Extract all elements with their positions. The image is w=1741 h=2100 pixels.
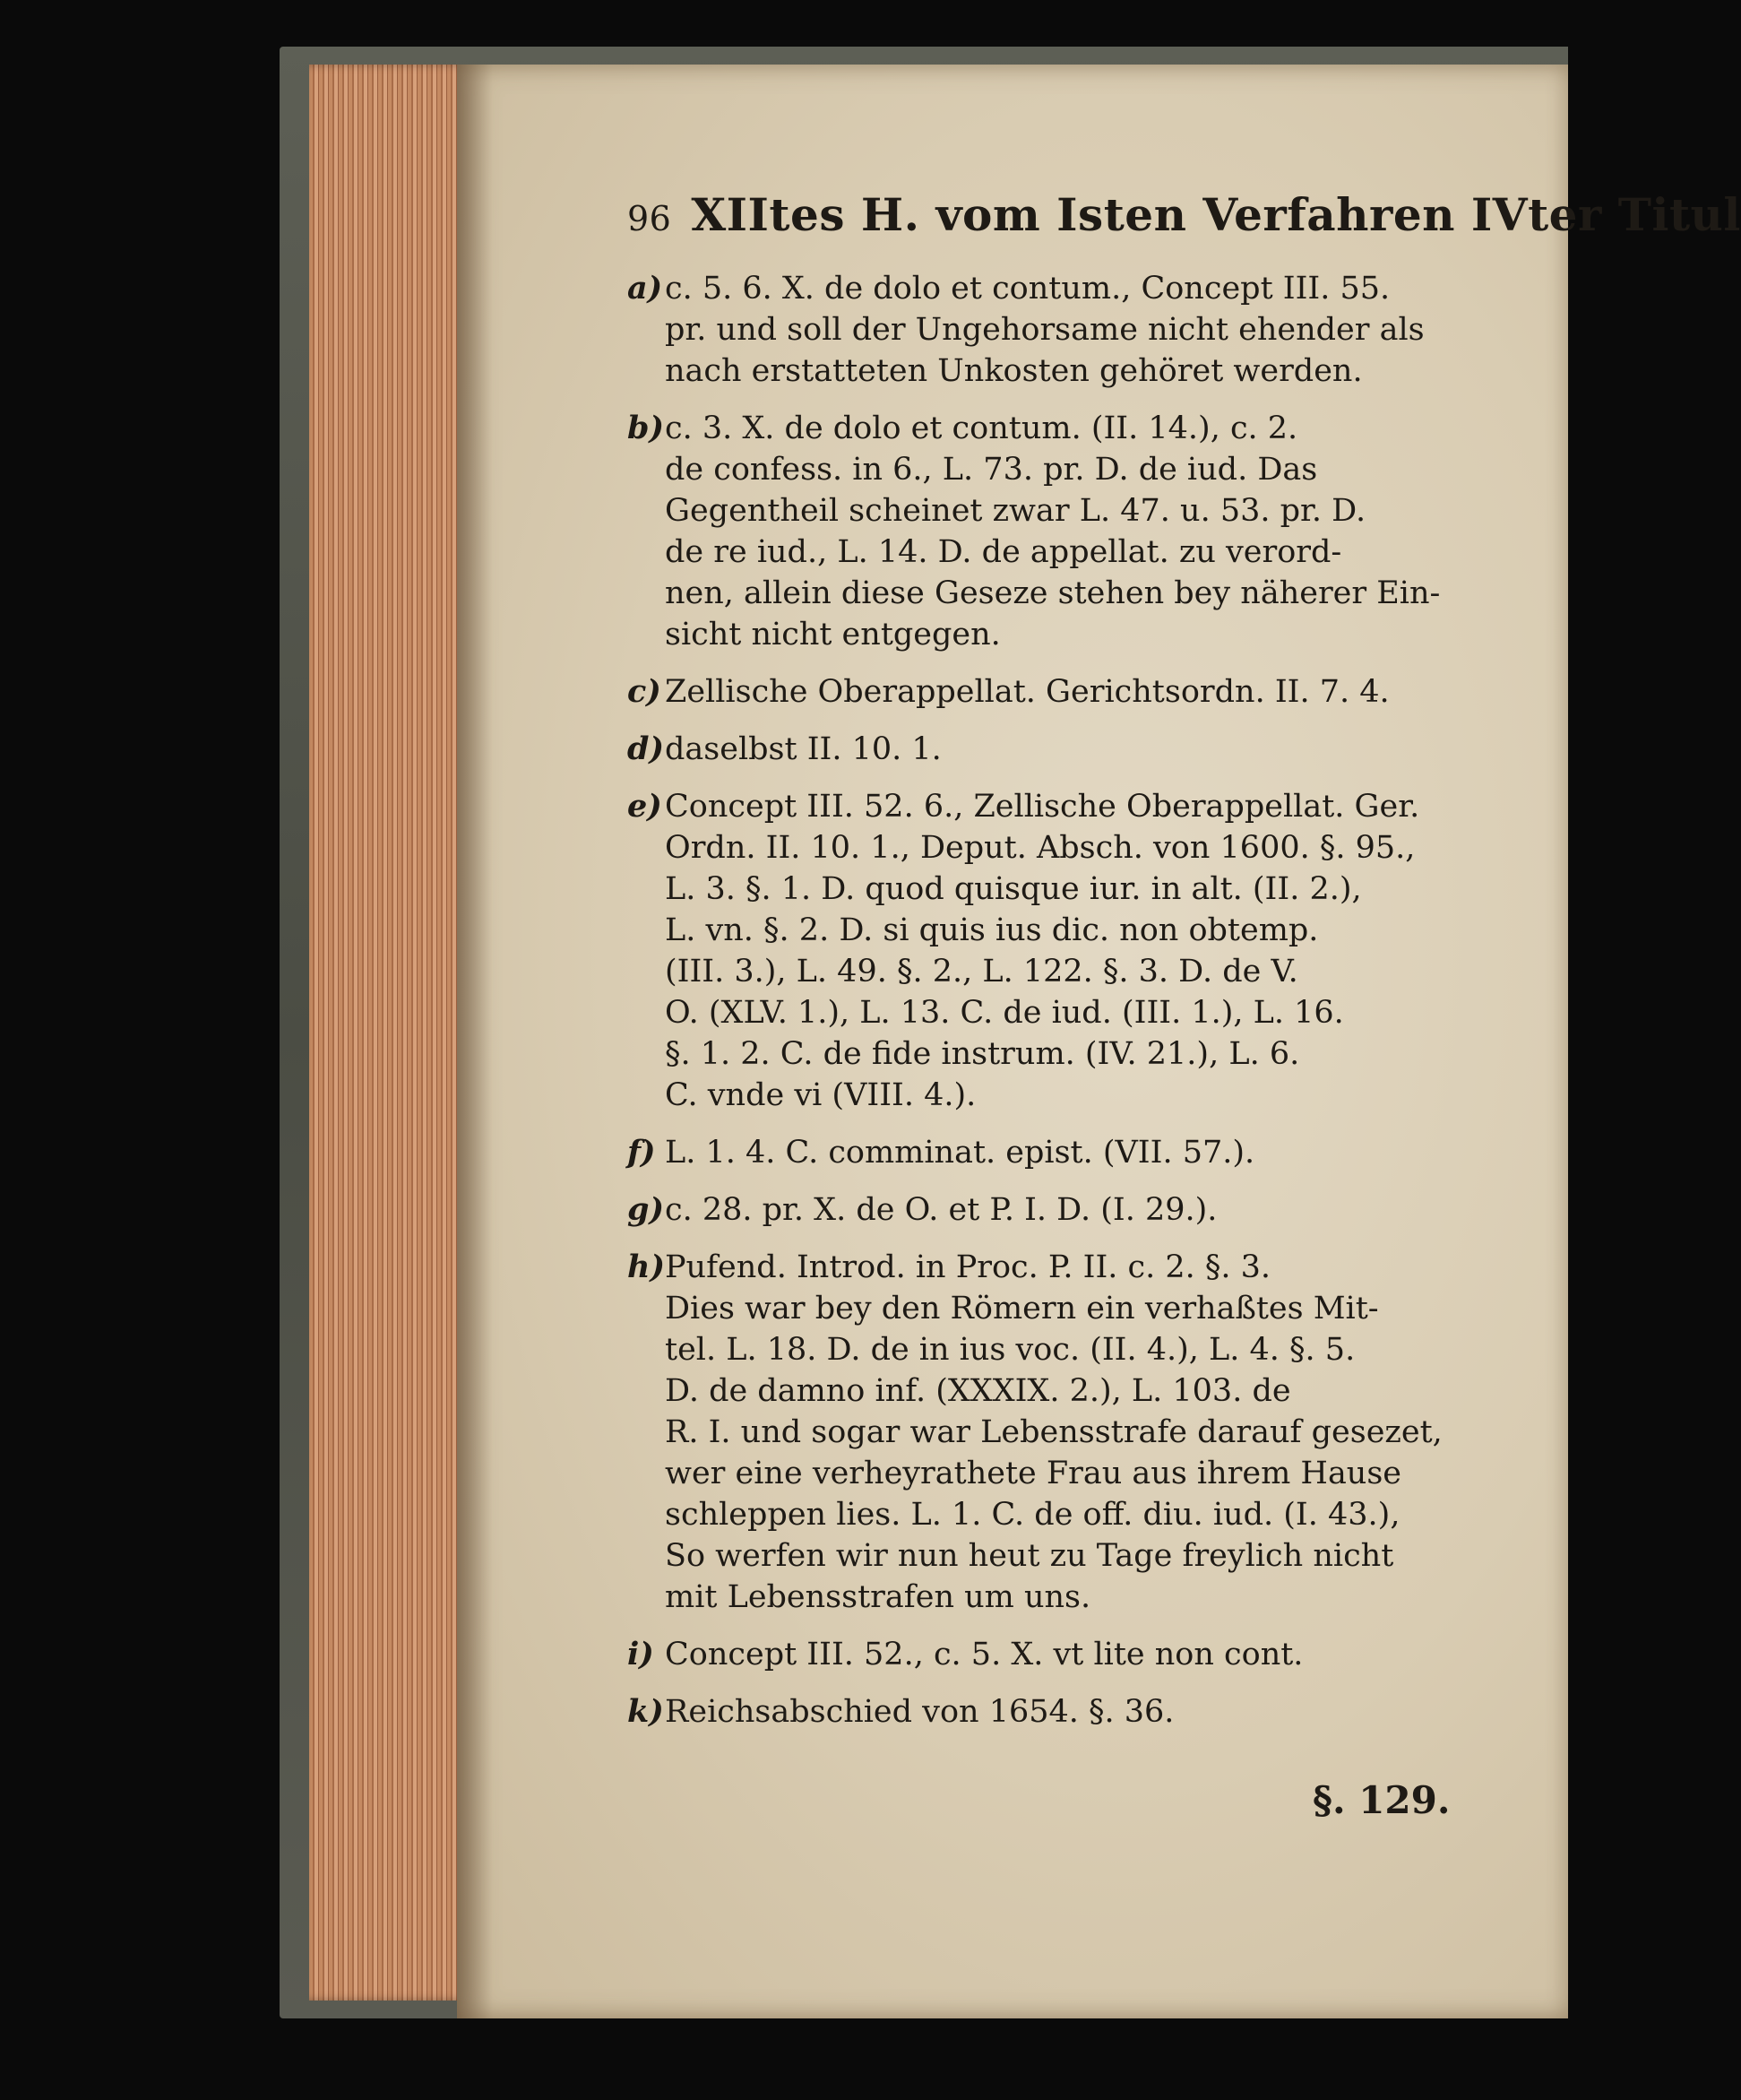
footnote-text (665, 408, 1443, 655)
footnote-mark: b) (627, 410, 665, 446)
footnote-line: L. vn. §. 2. D. si quis ius dic. non obtemp. (665, 912, 1319, 948)
footnote-mark: h) (627, 1249, 666, 1285)
catchword: §. 129. (1313, 1778, 1451, 1822)
footnote-line: de re iud., L. 14. D. de appellat. zu verord- (665, 534, 1342, 570)
footnote-line: nach erstatteten Unkosten gehöret werden. (665, 353, 1363, 389)
footnote-list (627, 268, 1443, 1733)
footnote (627, 1247, 1443, 1618)
footnote-mark: d) (627, 730, 665, 767)
footnote-text (665, 729, 1443, 770)
footnote-line: schleppen lies. L. 1. C. de off. diu. iud. (I. 43.), (665, 1497, 1401, 1533)
footnote-text (665, 786, 1443, 1116)
footnote-line: Concept III. 52. 6., Zellische Oberappellat. Ger. (665, 789, 1420, 825)
page-edges (309, 65, 470, 2001)
footnote-line: O. (XLV. 1.), L. 13. C. de iud. (III. 1.), L. 16. (665, 995, 1344, 1031)
gutter-shadow (457, 65, 493, 2018)
footnote-text (665, 268, 1443, 392)
footnote (627, 1132, 1443, 1173)
footnote-line: pr. und soll der Ungehorsame nicht ehender als (665, 312, 1425, 348)
footnote-mark: k) (627, 1693, 664, 1730)
footnote-line: So werfen wir nun heut zu Tage freylich nicht (665, 1538, 1394, 1574)
footnote-mark: e) (627, 788, 662, 825)
footnote-text (665, 1691, 1443, 1733)
footnote-line: Dies war bey den Römern ein verhaßtes Mit- (665, 1291, 1379, 1327)
footnote-line: mit Lebensstrafen um uns. (665, 1579, 1091, 1615)
footnote (627, 1634, 1443, 1675)
footnote-text (665, 1189, 1443, 1231)
running-head: XIItes H. vom Isten Verfahren IVter Titul (691, 188, 1741, 241)
footnote-line: daselbst II. 10. 1. (665, 731, 942, 767)
footnote-mark: i) (627, 1636, 654, 1672)
footnote (627, 671, 1443, 713)
footnote-mark: g) (627, 1191, 665, 1228)
footnote-line: c. 3. X. de dolo et contum. (II. 14.), c. 2. (665, 410, 1298, 446)
footnote (627, 1691, 1443, 1733)
footnote-text (665, 671, 1443, 713)
footnote-text (665, 1132, 1443, 1173)
footnote-mark: a) (627, 270, 663, 307)
footnote-line: Pufend. Introd. in Proc. P. II. c. 2. §. 3. (665, 1249, 1271, 1285)
footnote-line: Ordn. II. 10. 1., Deput. Absch. von 1600. §. 95., (665, 830, 1416, 866)
footnote-line: D. de damno inf. (XXXIX. 2.), L. 103. de (665, 1373, 1291, 1409)
footnote-line: c. 5. 6. X. de dolo et contum., Concept III. 55. (665, 271, 1391, 307)
footnote (627, 408, 1443, 655)
footnote-line: Zellische Oberappellat. Gerichtsordn. II. 7. 4. (665, 674, 1390, 710)
footnote-line: de confess. in 6., L. 73. pr. D. de iud. Das (665, 452, 1318, 488)
footnote (627, 1189, 1443, 1231)
footnote (627, 786, 1443, 1116)
page-number: 96 (627, 199, 672, 238)
page-content (627, 188, 1741, 1749)
footnote-mark: c) (627, 673, 661, 710)
footnote-line: wer eine verheyrathete Frau aus ihrem Hause (665, 1456, 1402, 1491)
footnote-line: L. 3. §. 1. D. quod quisque iur. in alt. (II. 2.), (665, 871, 1362, 907)
footnote-line: Concept III. 52., c. 5. X. vt lite non cont. (665, 1637, 1304, 1672)
footnote (627, 729, 1443, 770)
footnote-line: tel. L. 18. D. de in ius voc. (II. 4.), L. 4. §. 5. (665, 1332, 1356, 1368)
footnote-line: C. vnde vi (VIII. 4.). (665, 1077, 977, 1113)
footnote-line: sicht nicht entgegen. (665, 617, 1001, 652)
footnote-text (665, 1634, 1443, 1675)
footnote-line: (III. 3.), L. 49. §. 2., L. 122. §. 3. D. de V. (665, 954, 1298, 990)
footnote-text (665, 1247, 1443, 1618)
footnote-line: Gegentheil scheinet zwar L. 47. u. 53. pr. D. (665, 493, 1366, 529)
footnote-mark: f) (627, 1134, 656, 1171)
footnote (627, 268, 1443, 392)
footnote-line: L. 1. 4. C. comminat. epist. (VII. 57.). (665, 1135, 1255, 1171)
footnote-line: §. 1. 2. C. de fide instrum. (IV. 21.), L. 6. (665, 1036, 1300, 1072)
footnote-line: c. 28. pr. X. de O. et P. I. D. (I. 29.). (665, 1192, 1218, 1228)
footnote-line: nen, allein diese Geseze stehen bey näherer Ein- (665, 575, 1441, 611)
page-header (627, 188, 1741, 241)
footnote-line: Reichsabschied von 1654. §. 36. (665, 1694, 1175, 1730)
footnote-line: R. I. und sogar war Lebensstrafe darauf gesezet, (665, 1414, 1443, 1450)
